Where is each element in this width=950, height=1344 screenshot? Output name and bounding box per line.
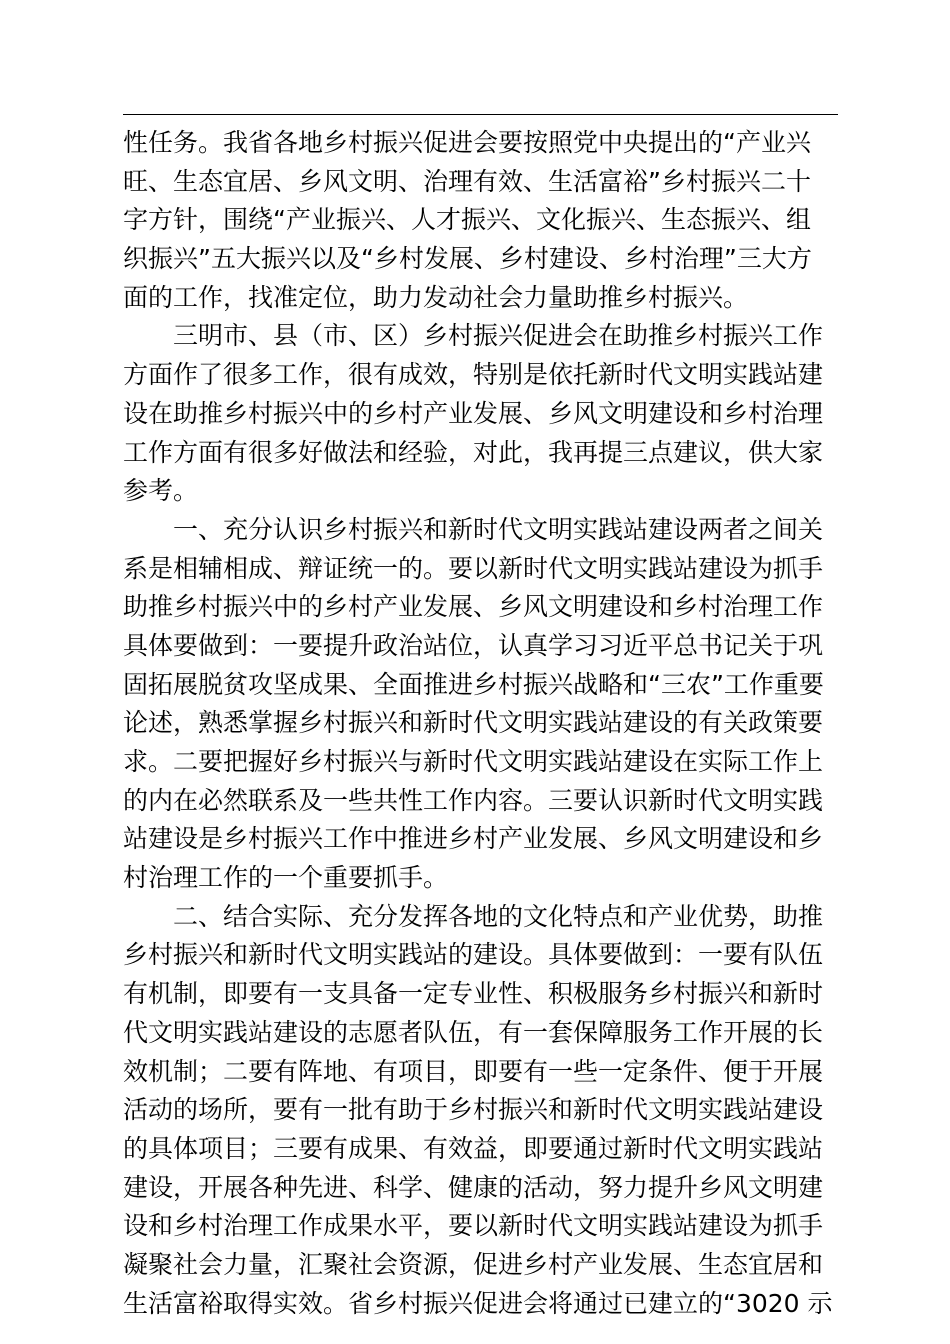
- text-line: 织振兴”五大振兴以及“乡村发展、乡村建设、乡村治理”三大方: [123, 244, 812, 274]
- text-line: 的具体项目；三要有成果、有效益，即要通过新时代文明实践站: [123, 1133, 824, 1163]
- text-line: 乡村振兴和新时代文明实践站的建设。具体要做到：一要有队伍: [123, 940, 824, 970]
- text-line: 工作方面有很多好做法和经验，对此，我再提三点建议，供大家: [123, 437, 824, 467]
- text-line: 建设，开展各种先进、科学、健康的活动，努力提升乡风文明建: [123, 1172, 824, 1202]
- text-line: 面的工作，找准定位，助力发动社会力量助推乡村振兴。: [123, 282, 749, 312]
- text-line: 参考。: [123, 476, 199, 506]
- text-line: 的内在必然联系及一些共性工作内容。三要认识新时代文明实践: [123, 785, 824, 815]
- header-rule: [123, 114, 838, 115]
- text-line: 生活富裕取得实效。省乡村振兴促进会将通过已建立的“3020 示: [123, 1288, 833, 1318]
- text-line: 字方针，围绕“产业振兴、人才振兴、文化振兴、生态振兴、组: [123, 205, 811, 235]
- document-body: [123, 124, 843, 1323]
- text-line: 效机制；二要有阵地、有项目，即要有一些一定条件、便于开展: [123, 1056, 824, 1086]
- text-line: 代文明实践站建设的志愿者队伍，有一套保障服务工作开展的长: [123, 1017, 824, 1047]
- text-line: 凝聚社会力量，汇聚社会资源，促进乡村产业发展、生态宜居和: [123, 1249, 824, 1279]
- text-line: 旺、生态宜居、乡风文明、治理有效、生活富裕”乡村振兴二十: [123, 166, 811, 196]
- text-line: 二、结合实际、充分发挥各地的文化特点和产业优势，助推: [123, 901, 824, 931]
- text-line: 有机制，即要有一支具备一定专业性、积极服务乡村振兴和新时: [123, 979, 824, 1009]
- text-line: 设和乡村治理工作成果水平，要以新时代文明实践站建设为抓手: [123, 1211, 824, 1241]
- text-line: 求。二要把握好乡村振兴与新时代文明实践站建设在实际工作上: [123, 747, 824, 776]
- text-line: 方面作了很多工作，很有成效，特别是依托新时代文明实践站建: [123, 360, 824, 390]
- text-line: 三明市、县（市、区）乡村振兴促进会在助推乡村振兴工作: [123, 321, 824, 351]
- text-line: 一、充分认识乡村振兴和新时代文明实践站建设两者之间关: [123, 514, 824, 544]
- text-line: 性任务。我省各地乡村振兴促进会要按照党中央提出的“产业兴: [123, 128, 811, 157]
- text-line: 站建设是乡村振兴工作中推进乡村产业发展、乡风文明建设和乡: [123, 824, 824, 854]
- text-line: 设在助推乡村振兴中的乡村产业发展、乡风文明建设和乡村治理: [123, 398, 824, 428]
- text-line: 助推乡村振兴中的乡村产业发展、乡风文明建设和乡村治理工作: [123, 592, 824, 622]
- text-line: 村治理工作的一个重要抓手。: [123, 863, 449, 893]
- text-line: 活动的场所，要有一批有助于乡村振兴和新时代文明实践站建设: [123, 1095, 824, 1125]
- text-line: 论述，熟悉掌握乡村振兴和新时代文明实践站建设的有关政策要: [123, 708, 824, 738]
- text-line: 具体要做到：一要提升政治站位，认真学习习近平总书记关于巩: [123, 630, 824, 660]
- text-line: 系是相辅相成、辩证统一的。要以新时代文明实践站建设为抓手: [123, 553, 824, 583]
- text-line: 固拓展脱贫攻坚成果、全面推进乡村振兴战略和“三农”工作重要: [123, 669, 824, 699]
